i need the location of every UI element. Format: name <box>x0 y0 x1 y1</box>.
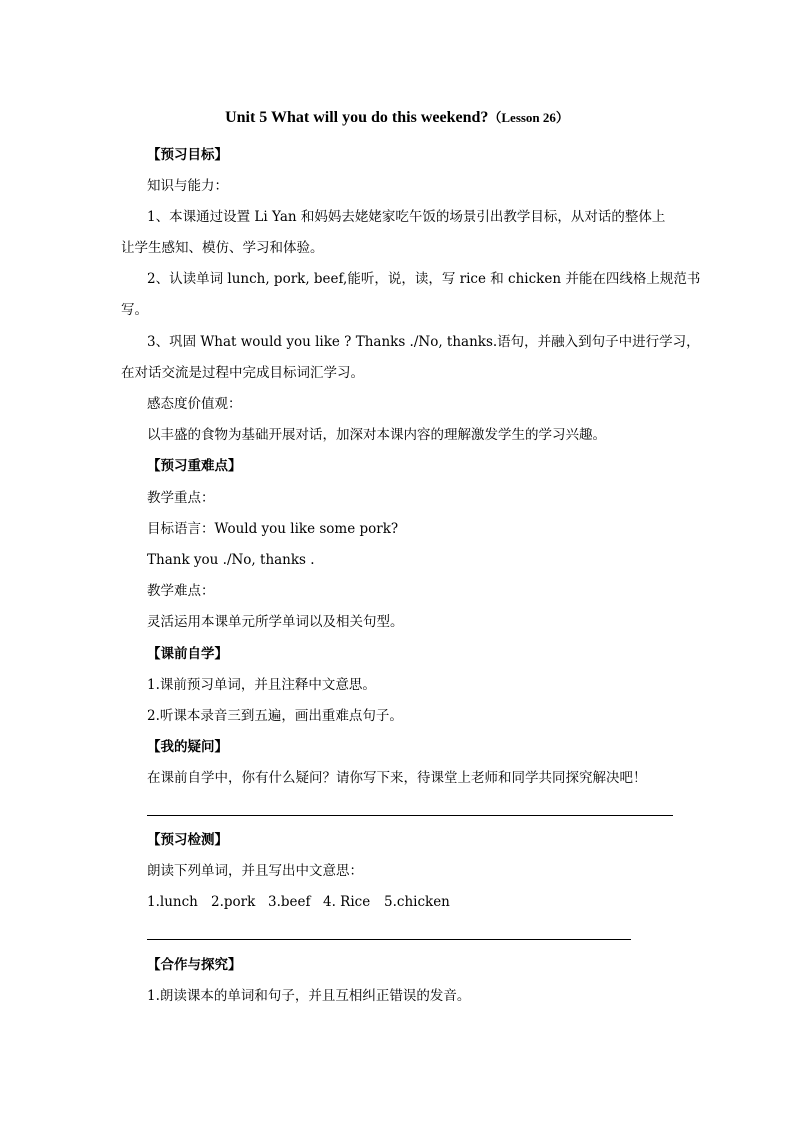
goal3-line1: 3、巩固 What would you like ? Thanks ./No, thanks.语句，并融入到句子中进行学习， <box>147 334 700 350</box>
self-study-heading: 【课前自学】 <box>147 646 228 662</box>
check-heading: 【预习检测】 <box>147 832 228 848</box>
knowledge-label: 知识与能力： <box>147 178 228 194</box>
self-study-item2: 2.听课本录音三到五遍，画出重难点句子。 <box>147 708 403 724</box>
response-sentence: Thank you ./No, thanks . <box>147 552 315 568</box>
cooperation-item1: 1.朗读课本的单词和句子，并且互相纠正错误的发音。 <box>147 988 471 1004</box>
word-5: 5.chicken <box>384 894 450 910</box>
answer-line-2 <box>147 939 631 940</box>
title-lesson: （Lesson 26） <box>488 110 569 125</box>
attitude-label: 感态度价值观： <box>147 396 242 412</box>
self-study-item1: 1.课前预习单词，并且注释中文意思。 <box>147 677 376 693</box>
goal1-line1: 1、本课通过设置 Li Yan 和妈妈去姥姥家吃午饭的场景引出教学目标，从对话的整体上 <box>147 209 666 225</box>
word-2: 2.pork <box>211 894 256 910</box>
title-main: Unit 5 What will you do this weekend? <box>225 109 489 126</box>
preview-goals-heading: 【预习目标】 <box>147 147 228 163</box>
check-instruction: 朗读下列单词，并且写出中文意思： <box>147 863 363 879</box>
document-title <box>0 107 794 127</box>
questions-text: 在课前自学中，你有什么疑问？请你写下来，待课堂上老师和同学共同探究解决吧！ <box>147 770 647 786</box>
goal1-line2: 让学生感知、模仿、学习和体验。 <box>121 240 324 256</box>
goal3-line2: 在对话交流是过程中完成目标词汇学习。 <box>121 365 364 381</box>
cooperation-heading: 【合作与探究】 <box>147 957 242 973</box>
goal2-line2: 写。 <box>121 302 148 318</box>
answer-line-1 <box>147 815 673 816</box>
goal2-line1: 2、认读单词 lunch, pork, beef,能听，说，读，写 rice 和 chicken 并能在四线格上规范书 <box>147 271 701 287</box>
difficulty-text: 灵活运用本课单元所学单词以及相关句型。 <box>147 614 404 630</box>
focus-label: 教学重点： <box>147 490 215 506</box>
word-4: 4. Rice <box>323 894 371 910</box>
attitude-text: 以丰盛的食物为基础开展对话，加深对本课内容的理解激发学生的学习兴趣。 <box>147 427 606 443</box>
word-1: 1.lunch <box>147 894 198 910</box>
key-points-heading: 【预习重难点】 <box>147 458 242 474</box>
target-language: 目标语言：Would you like some pork? <box>147 521 399 537</box>
word-3: 3.beef <box>268 894 311 910</box>
difficulty-label: 教学难点： <box>147 583 215 599</box>
questions-heading: 【我的疑问】 <box>147 739 228 755</box>
